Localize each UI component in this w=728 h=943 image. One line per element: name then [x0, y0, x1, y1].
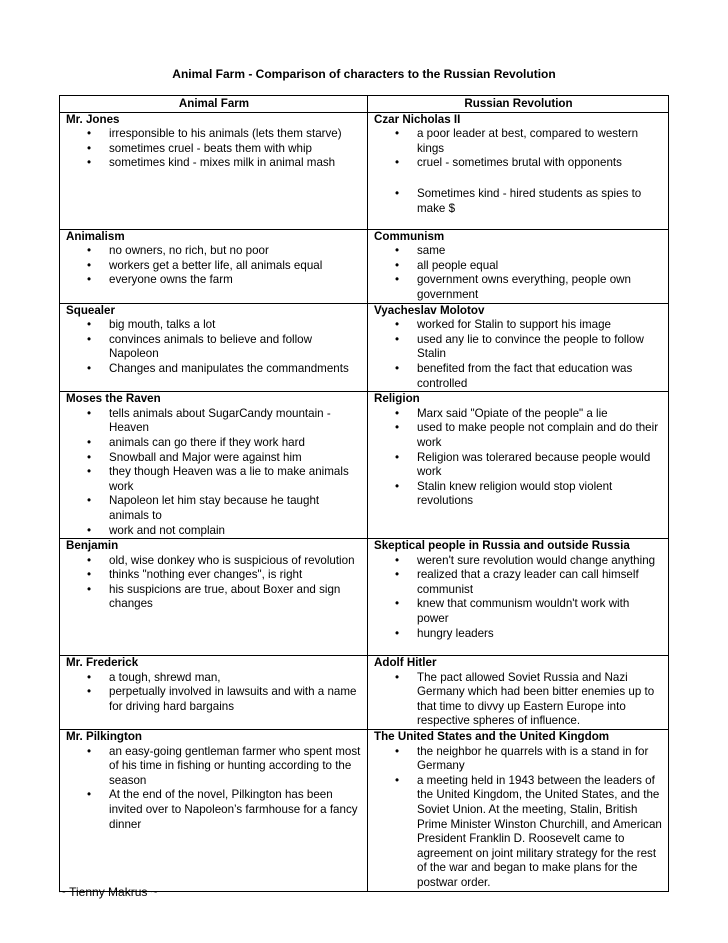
list-item: • an easy-going gentleman farmer who spent most of his time in fishing or hunting according to the season [109, 745, 362, 789]
bullet-list [66, 244, 362, 288]
author-footer: ~ Tienny Makrus ~ [59, 885, 158, 899]
list-item: • weren't sure revolution would change anything [417, 554, 663, 569]
russian-revolution-cell [368, 656, 669, 730]
character-name: Moses the Raven [66, 392, 161, 406]
list-item: • benefited from the fact that education was controlled [417, 362, 663, 391]
animal-farm-cell [60, 730, 368, 892]
header-russian-revolution: Russian Revolution [368, 96, 669, 113]
russian-revolution-cell [368, 730, 669, 892]
bullet-list [374, 318, 663, 391]
list-item: • same [417, 244, 663, 259]
table-row [60, 229, 669, 303]
russian-revolution-cell [368, 303, 669, 392]
table-row [60, 730, 669, 892]
list-item: • cruel - sometimes brutal with opponents [417, 156, 663, 171]
list-item: • his suspicions are true, about Boxer and sign changes [109, 583, 362, 612]
bullet-list [66, 318, 362, 376]
animal-farm-cell [60, 229, 368, 303]
list-item: • sometimes cruel - beats them with whip [109, 142, 362, 157]
bullet-list [374, 407, 663, 509]
counterpart-name: Czar Nicholas II [374, 112, 461, 126]
bullet-list [374, 244, 663, 302]
list-item: • irresponsible to his animals (lets them starve) [109, 127, 362, 142]
character-name: Benjamin [66, 539, 119, 553]
list-item: • a poor leader at best, compared to western kings [417, 127, 663, 156]
list-item: • old, wise donkey who is suspicious of revolution [109, 554, 362, 569]
list-item: • animals can go there if they work hard [109, 436, 362, 451]
document-title: Animal Farm - Comparison of characters to the Russian Revolution [172, 67, 556, 81]
character-name: Mr. Jones [66, 112, 120, 126]
table-row [60, 303, 669, 392]
list-item: • used any lie to convince the people to follow Stalin [417, 333, 663, 362]
russian-revolution-cell [368, 229, 669, 303]
list-item: • Snowball and Major were against him [109, 451, 362, 466]
header-row [60, 96, 669, 113]
list-item: • Religion was tolerared because people would work [417, 451, 663, 480]
list-item: • The pact allowed Soviet Russia and Nazi Germany which had been bitter enemies up to that time to divvy up Eastern Europe into respective spheres of influence. [417, 671, 663, 729]
header-animal-farm: Animal Farm [60, 96, 368, 113]
list-item: • sometimes kind - mixes milk in animal mash [109, 156, 362, 171]
list-item: • the neighbor he quarrels with is a stand in for Germany [417, 745, 663, 774]
list-item: • Stalin knew religion would stop violent revolutions [417, 480, 663, 509]
list-item: • At the end of the novel, Pilkington has been invited over to Napoleon’s farmhouse for a fancy dinner [109, 788, 362, 832]
bullet-list [66, 127, 362, 171]
counterpart-name: The United States and the United Kingdom [374, 730, 610, 744]
list-item: • big mouth, talks a lot [109, 318, 362, 333]
list-item: • Marx said "Opiate of the people" a lie [417, 407, 663, 422]
list-item: • tells animals about SugarCandy mountain - Heaven [109, 407, 362, 436]
table-row [60, 656, 669, 730]
bullet-list [374, 554, 663, 642]
list-item: • perpetually involved in lawsuits and with a name for driving hard bargains [109, 685, 362, 714]
bullet-list [374, 745, 663, 891]
list-item: • work and not complain [109, 524, 362, 539]
animal-farm-cell [60, 539, 368, 656]
bullet-list [374, 127, 663, 216]
russian-revolution-cell [368, 392, 669, 539]
comparison-table [59, 95, 669, 892]
list-item: • a meeting held in 1943 between the leaders of the United Kingdom, the United States, and the Soviet Union. At the meeting, Stalin, British Prime Minister Winston Churchill, and American President Franklin D. Roosevelt came to agreement on joint military strategy for the rest of the war and began to make plans for the postwar order. [417, 774, 663, 891]
list-item: • Napoleon let him stay because he taught animals to [109, 494, 362, 523]
list-item: • they though Heaven was a lie to make animals work [109, 465, 362, 494]
table-row [60, 539, 669, 656]
character-name: Mr. Pilkington [66, 730, 143, 744]
bullet-list [66, 671, 362, 715]
animal-farm-cell [60, 112, 368, 229]
bullet-list [66, 407, 362, 538]
counterpart-name: Vyacheslav Molotov [374, 303, 485, 317]
bullet-list [66, 554, 362, 612]
table-row [60, 112, 669, 229]
character-name: Animalism [66, 229, 125, 243]
animal-farm-cell [60, 392, 368, 539]
list-item: • Changes and manipulates the commandments [109, 362, 362, 377]
list-item: • thinks "nothing ever changes", is right [109, 568, 362, 583]
list-item: • knew that communism wouldn't work with power [417, 597, 663, 626]
list-item: • a tough, shrewd man, [109, 671, 362, 686]
list-item: • used to make people not complain and do their work [417, 421, 663, 450]
character-name: Squealer [66, 303, 115, 317]
counterpart-name: Skeptical people in Russia and outside Russia [374, 539, 630, 553]
counterpart-name: Communism [374, 229, 445, 243]
list-item: • government owns everything, people own government [417, 273, 663, 302]
russian-revolution-cell [368, 539, 669, 656]
table-row [60, 392, 669, 539]
animal-farm-cell [60, 656, 368, 730]
list-item: • convinces animals to believe and follow Napoleon [109, 333, 362, 362]
list-item: • all people equal [417, 259, 663, 274]
bullet-list [66, 745, 362, 833]
list-item: • realized that a crazy leader can call himself communist [417, 568, 663, 597]
russian-revolution-cell [368, 112, 669, 229]
animal-farm-cell [60, 303, 368, 392]
bullet-list [374, 671, 663, 729]
character-name: Mr. Frederick [66, 656, 139, 670]
list-item: • workers get a better life, all animals equal [109, 259, 362, 274]
list-item: • hungry leaders [417, 627, 663, 642]
list-item: • no owners, no rich, but no poor [109, 244, 362, 259]
list-item: • worked for Stalin to support his image [417, 318, 663, 333]
counterpart-name: Adolf Hitler [374, 656, 437, 670]
list-item: • everyone owns the farm [109, 273, 362, 288]
counterpart-name: Religion [374, 392, 420, 406]
list-item: • Sometimes kind - hired students as spies to make $ [417, 187, 663, 216]
